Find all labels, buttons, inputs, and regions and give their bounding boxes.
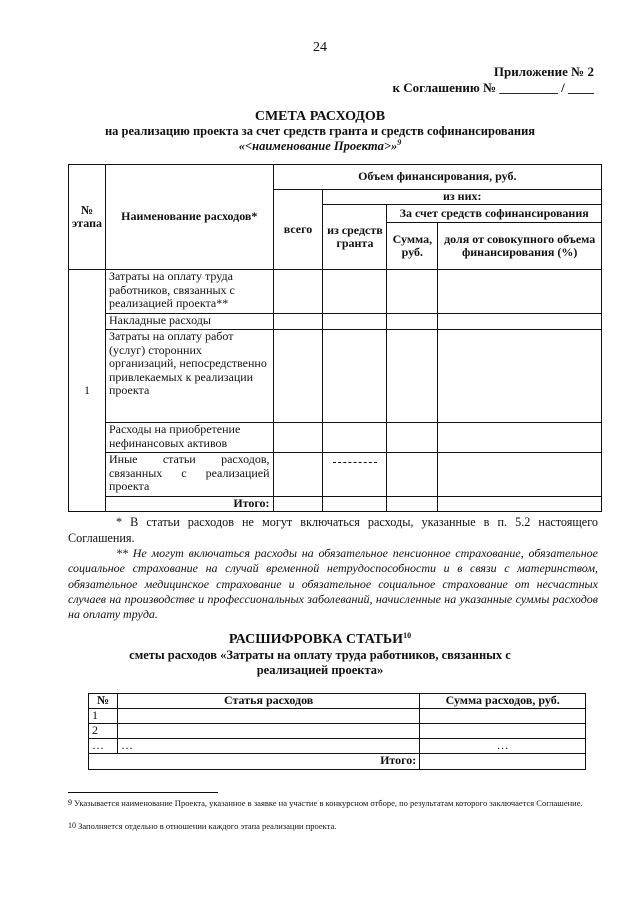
footnote-ref-9: 9 xyxy=(397,138,402,147)
stage-number: 1 xyxy=(69,270,106,512)
section2-title: РАСШИФРОВКА СТАТЬИ$^{10}$ xyxy=(228,631,412,647)
total-label: Итого: xyxy=(105,497,273,512)
project-name: «<наименование Проекта>»$^9$ xyxy=(238,138,402,153)
ellipsis-cell: … xyxy=(117,739,419,754)
footnote-separator xyxy=(68,792,218,793)
header-num: № xyxy=(89,694,118,709)
annex-line-2: к Соглашению № _________ / ____ xyxy=(392,80,594,95)
row-label: Затраты на оплату труда работников, связанных с реализацией проекта** xyxy=(105,270,273,314)
row-label: Расходы на приобретение нефинансовых активов xyxy=(105,423,273,453)
note-1: * В статьи расходов не могут включаться расходы, указанные в п. 5.2 настоящего Соглашения. xyxy=(68,515,598,545)
header-item: Статья расходов xyxy=(117,694,419,709)
header-grant: из средств гранта xyxy=(323,205,387,270)
header-name: Наименование расходов* xyxy=(105,165,273,270)
annex-line-1: Приложение № 2 xyxy=(493,64,594,79)
dash-mark xyxy=(333,462,377,463)
footnote-9: $^9$ Указывается наименование Проекта, указанное в заявке на участие в конкурсном отборе, по результатам которого заключается Соглашение. xyxy=(68,798,583,808)
estimate-table xyxy=(68,164,602,512)
header-cofinancing: За счет средств софинансирования xyxy=(387,205,602,223)
breakdown-table xyxy=(88,693,586,770)
footnote-ref-10: 10 xyxy=(403,631,412,640)
header-share: доля от совокупного объема финансирования (%) xyxy=(438,223,602,270)
header-of-which: из них: xyxy=(323,190,602,205)
doc-subtitle: на реализацию проекта за счет средств гранта и средств софинансирования xyxy=(104,124,536,138)
row-num: … xyxy=(89,739,118,754)
ellipsis-cell: … xyxy=(420,739,586,754)
breakdown-total-label: Итого: xyxy=(89,754,420,770)
header-stage: № этапа xyxy=(69,165,106,270)
row-label: Иные статьи расходов, связанных с реализацией проекта xyxy=(105,453,273,497)
row-label: Затраты на оплату работ (услуг) сторонних организаций, непосредственно привлекаемых к реализации проекта xyxy=(105,330,273,423)
row-num: 1 xyxy=(89,709,118,724)
section2-subtitle: сметы расходов «Затраты на оплату труда работников, связанных с реализацией проекта» xyxy=(129,648,511,677)
header-total: всего xyxy=(273,190,323,270)
row-num: 2 xyxy=(89,724,118,739)
page-number: 24 xyxy=(313,40,327,55)
header-volume: Объем финансирования, руб. xyxy=(273,165,601,190)
footnote-10: $^{10}$ Заполняется отдельно в отношении каждого этапа реализации проекта. xyxy=(68,821,337,831)
header-sum: Сумма, руб. xyxy=(387,223,438,270)
row-label: Накладные расходы xyxy=(105,314,273,330)
header-amount: Сумма расходов, руб. xyxy=(420,694,586,709)
doc-title: СМЕТА РАСХОДОВ xyxy=(254,109,386,124)
note-2: ** Не могут включаться расходы на обязательное пенсионное страхование, обязательное социальное страхование на случай временной нетрудоспособности и в связи с материнством, обязательное медицинское страхование и обязательное социальное страхование от несчастных случаев на производстве и профессиональных заболеваний, начисленные на указанные суммы расходов на оплату труда. xyxy=(68,546,598,622)
